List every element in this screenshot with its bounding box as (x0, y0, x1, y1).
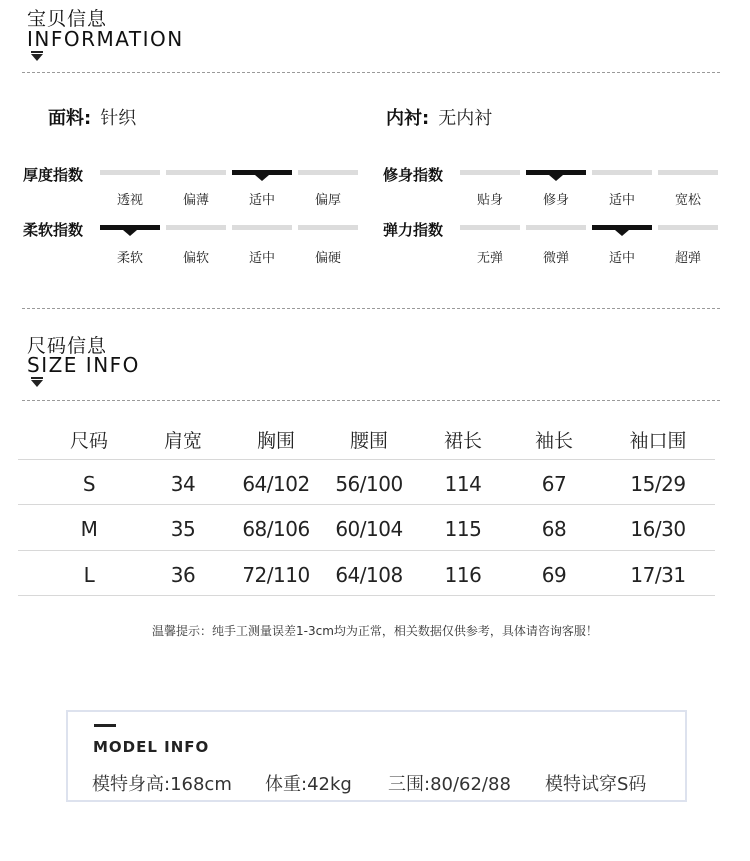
size-cell: 115 (444, 517, 482, 541)
scale-segment (100, 170, 160, 175)
scale-segment (526, 225, 586, 230)
lining-row (386, 104, 492, 130)
size-cell: 69 (541, 563, 567, 587)
scale-option-label: 超弹 (674, 251, 701, 266)
scale-segment (232, 225, 292, 230)
triangle-down-icon (31, 380, 43, 387)
triangle-down-icon (31, 51, 43, 53)
divider (22, 72, 720, 73)
scale-option-label: 宽松 (674, 193, 701, 208)
size-cell: 60/104 (335, 517, 403, 541)
column-header: 腰围 (349, 430, 388, 452)
scale-option-label: 偏软 (182, 251, 209, 266)
model-size: 模特试穿S码 (545, 774, 647, 795)
scale-option-label: 适中 (248, 251, 275, 266)
scale-segment (460, 170, 520, 175)
triangle-down-icon (31, 377, 43, 379)
row-divider (18, 595, 715, 596)
scale-segment (658, 225, 718, 230)
scale-option-label: 修身 (542, 193, 569, 208)
triangle-down-icon (31, 54, 43, 61)
scale-segment (658, 170, 718, 175)
column-header: 裙长 (443, 430, 482, 452)
size-cell: 15/29 (630, 472, 686, 496)
size-cell: 68/106 (242, 517, 310, 541)
lining-value: 无内衬 (438, 108, 493, 129)
size-cell: 114 (444, 472, 482, 496)
scale-option-label: 透视 (116, 193, 143, 208)
scale-segment-selected (592, 225, 652, 230)
fabric-row (48, 104, 136, 130)
divider (22, 308, 720, 309)
index-label: 厚度指数 (23, 166, 84, 184)
scale-option-label: 适中 (248, 193, 275, 208)
info-title-cn: 宝贝信息 (27, 8, 108, 30)
index-label: 修身指数 (383, 166, 444, 184)
size-title-en: SIZE INFO (27, 353, 140, 377)
model-measurements: 三围:80/62/88 (388, 774, 511, 795)
fabric-value: 针织 (100, 108, 137, 129)
scale-option-label: 偏薄 (182, 193, 209, 208)
size-cell: 67 (541, 472, 567, 496)
scale-option-label: 适中 (608, 193, 635, 208)
scale-option-label: 微弹 (542, 251, 569, 266)
scale-segment (460, 225, 520, 230)
scale-segment (298, 170, 358, 175)
size-cell: 68 (541, 517, 567, 541)
row-divider (18, 504, 715, 505)
row-divider (18, 550, 715, 551)
size-cell: 72/110 (242, 563, 310, 587)
size-cell: 116 (444, 563, 482, 587)
column-header: 袖长 (534, 430, 573, 452)
size-label: S (82, 472, 96, 496)
column-header: 尺码 (69, 430, 108, 452)
info-title-en: INFORMATION (27, 27, 184, 51)
size-cell: 36 (170, 563, 196, 587)
lining-label: 内衬: (386, 108, 430, 129)
scale-option-label: 无弹 (476, 251, 503, 266)
scale-option-label: 柔软 (116, 251, 143, 266)
scale-option-label: 适中 (608, 251, 635, 266)
model-height: 模特身高:168cm (92, 774, 232, 795)
scale-option-label: 偏硬 (314, 251, 341, 266)
size-label: M (80, 517, 98, 541)
scale-option-label: 偏厚 (314, 193, 341, 208)
scale-segment-selected (100, 225, 160, 230)
size-cell: 16/30 (630, 517, 686, 541)
size-cell: 56/100 (335, 472, 403, 496)
scale-segment-selected (232, 170, 292, 175)
size-cell: 64/108 (335, 563, 403, 587)
title-bar (94, 724, 116, 727)
model-weight: 体重:42kg (265, 774, 352, 795)
column-header: 袖口围 (629, 430, 687, 452)
size-cell: 17/31 (630, 563, 686, 587)
scale-segment (298, 225, 358, 230)
model-info-title: MODEL INFO (93, 738, 210, 756)
size-cell: 64/102 (242, 472, 310, 496)
scale-segment-selected (526, 170, 586, 175)
column-header: 肩宽 (163, 430, 202, 452)
scale-option-label: 贴身 (476, 193, 503, 208)
scale-segment (592, 170, 652, 175)
scale-segment (166, 170, 226, 175)
size-cell: 34 (170, 472, 196, 496)
fabric-label: 面料: (48, 108, 92, 129)
column-header: 胸围 (256, 430, 295, 452)
size-label: L (83, 563, 95, 587)
row-divider (18, 459, 715, 460)
index-label: 柔软指数 (23, 221, 84, 239)
model-info-box (66, 710, 687, 802)
size-cell: 35 (170, 517, 196, 541)
index-label: 弹力指数 (383, 221, 444, 239)
scale-segment (166, 225, 226, 230)
size-title-cn: 尺码信息 (27, 335, 108, 357)
measurement-note: 温馨提示：纯手工测量误差1-3cm均为正常，相关数据仅供参考，具体请咨询客服！ (152, 624, 598, 638)
divider (22, 400, 720, 401)
